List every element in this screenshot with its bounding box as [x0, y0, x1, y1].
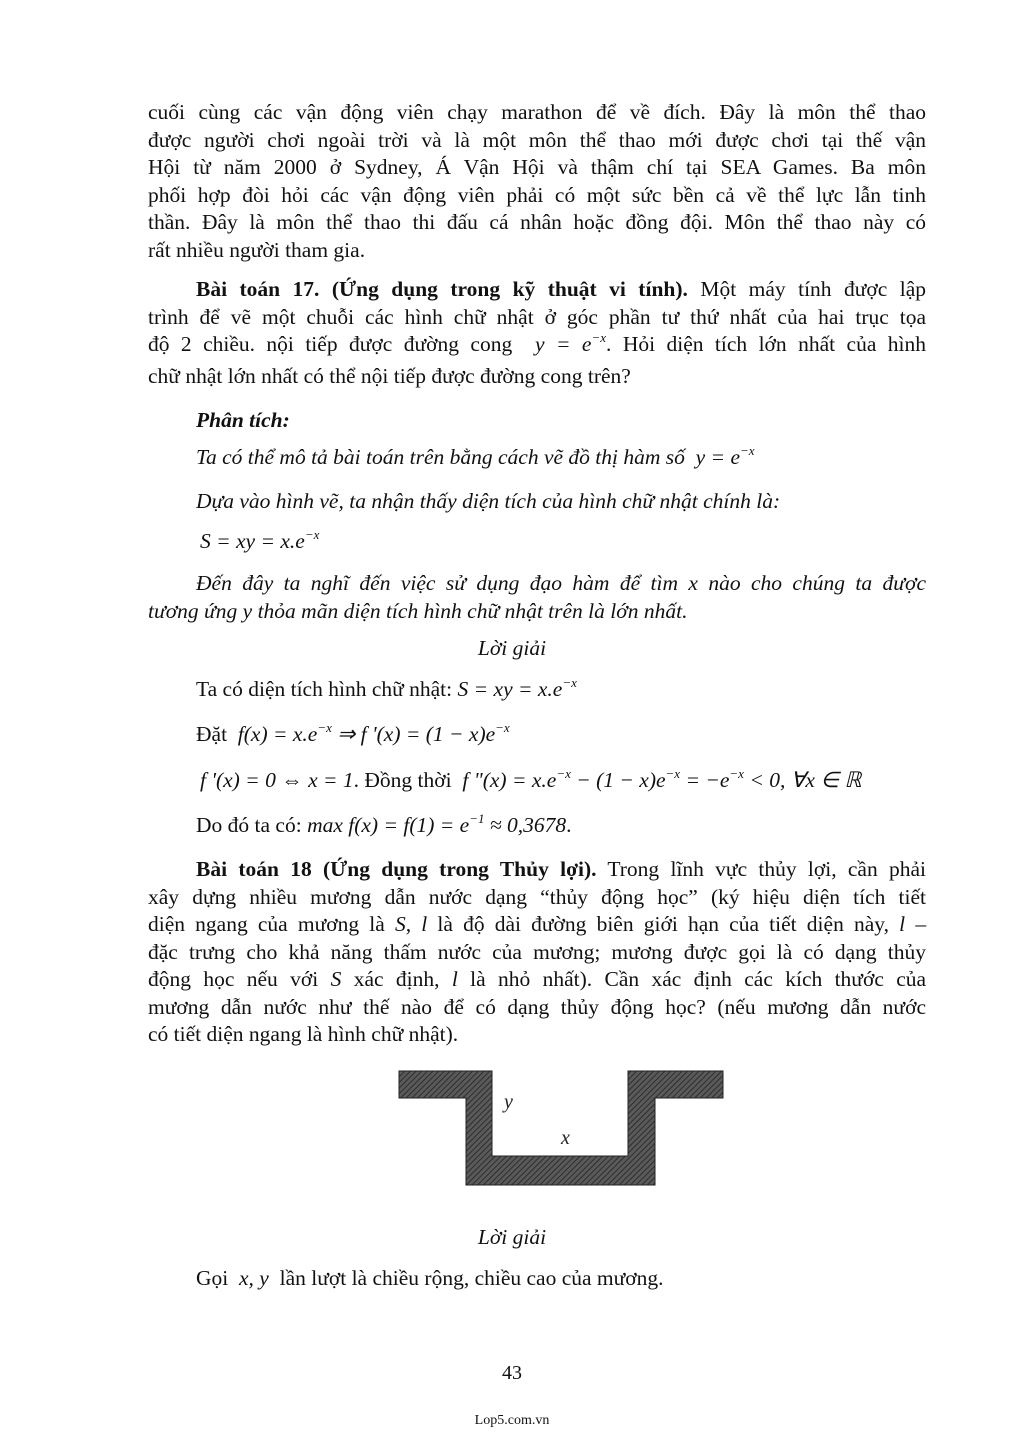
formula: [535, 332, 606, 356]
text-line: xây dựng nhiều mương dẫn nước dạng “thủy động học” (ký hiệu diện tích tiết: [148, 884, 926, 909]
text-span: . Hỏi diện tích lớn nhất của hình: [606, 332, 927, 356]
text-line: phối hợp đòi hỏi các vận động viên phải có một sức bền cả về thể lực lẫn tinh: [148, 182, 926, 207]
text-span: Do đó ta có:: [196, 813, 302, 837]
text-span: xác định,: [353, 967, 440, 991]
formula-exponent: −x: [739, 443, 755, 458]
formula-base: y = e: [695, 445, 740, 469]
formula-exponent: −x: [729, 766, 744, 781]
analysis-line-2: [196, 487, 780, 515]
text-span: . Đồng thời: [353, 768, 452, 792]
text-span: S, l: [394, 912, 428, 936]
solution-line-4: [196, 811, 572, 839]
analysis-heading-text: Phân tích:: [196, 408, 290, 432]
problem-18: [148, 856, 926, 1049]
formula-part: max f(x) = f(1) = e: [307, 813, 470, 837]
figure-label-y: y: [504, 1091, 513, 1113]
problem-18-line-1: [148, 856, 926, 884]
text-span: .: [566, 813, 572, 837]
formula-base: S = xy = x.e: [457, 677, 563, 701]
problem-17-title: Bài toán 17. (Ứng dụng trong kỹ thuật vi tính).: [196, 277, 688, 301]
analysis-line-3: [200, 527, 319, 555]
text-span: tương ứng y thỏa mãn diện tích hình chữ nhật trên là lớn nhất.: [148, 598, 688, 623]
formula-part: < 0, ∀x ∈ ℝ: [743, 768, 862, 792]
formula-exponent: −x: [304, 527, 320, 542]
text-span: động học nếu với: [148, 967, 319, 991]
formula-exponent: −1: [469, 811, 485, 826]
text-line: được người chơi ngoài trời và là một môn thể thao mới được chơi tại thế vận: [148, 127, 926, 152]
problem-18-title: Bài toán 18 (Ứng dụng trong Thủy lợi).: [196, 857, 597, 881]
text-span: Gọi: [196, 1266, 229, 1290]
formula-part: ≈ 0,3678: [484, 813, 567, 837]
text-span: Đặt: [196, 722, 228, 746]
formula: [200, 768, 354, 792]
page-number: 43: [502, 1362, 522, 1384]
formula-exponent: −x: [317, 720, 332, 735]
formula-part: ⇒ f '(x) = (1 − x)e: [331, 722, 496, 746]
text-span: Ta có diện tích hình chữ nhật:: [196, 677, 453, 701]
text-line: đặc trưng cho khả năng thấm nước của mương; mương được gọi là có dạng thủy: [148, 939, 926, 964]
text-line: có tiết diện ngang là hình chữ nhật).: [148, 1022, 459, 1046]
formula: [238, 722, 510, 746]
text-span: Đến đây ta nghĩ đến việc sử dụng đạo hàm để tìm x nào cho chúng ta được: [196, 571, 926, 595]
text-line: chữ nhật lớn nhất có thể nội tiếp được đường cong trên?: [148, 363, 631, 388]
formula-exponent: −x: [556, 766, 571, 781]
formula: [200, 529, 319, 553]
text-span: l: [451, 967, 458, 991]
text-span: diện ngang của mương là: [148, 912, 385, 936]
text-line: Một máy tính được lập: [700, 277, 927, 301]
solution-line-2: [196, 720, 510, 748]
text-line: mương dẫn nước như thế nào để có dạng thủy động học? (nếu mương dẫn nước: [148, 994, 926, 1019]
text-line: rất nhiều người tham gia.: [148, 237, 366, 262]
formula-part: f(x) = x.e: [237, 722, 318, 746]
text-span: l: [899, 912, 906, 936]
figure-label-x: x: [561, 1127, 570, 1149]
formula: [462, 768, 861, 792]
text-span: là độ dài đường biên giới hạn của tiết diện này,: [437, 912, 889, 936]
text-span: độ 2 chiều. nội tiếp được đường cong: [148, 332, 513, 356]
formula-exponent: −x: [562, 675, 577, 690]
formula: [696, 445, 755, 469]
problem-17-line-3: [148, 331, 926, 359]
problem-18-line-5: [148, 966, 926, 994]
text-line: [148, 598, 926, 626]
text-line: thần. Đây là môn thể thao thi đấu cá nhân hoặc đồng đội. Môn thể thao này có: [148, 210, 926, 234]
analysis-paragraph: [148, 570, 926, 625]
formula-exponent: −x: [495, 720, 510, 735]
text-line: cuối cùng các vận động viên chạy marathon để về đích. Đây là môn thể thao: [148, 100, 926, 124]
formula: [458, 677, 577, 701]
formula-part: f '(x) = 0 ⇔ x = 1: [200, 768, 354, 792]
text-span: là nhỏ nhất). Cần xác định các kích thước của: [470, 967, 927, 991]
formula-exponent: −x: [665, 766, 681, 781]
footer-text: Lop5.com.vn: [474, 1413, 550, 1428]
analysis-heading: [196, 406, 290, 434]
problem-17-line-1: [148, 276, 926, 304]
solution-line-1: [196, 675, 577, 703]
analysis-line-1: [196, 443, 755, 471]
solution-2-line-1: [196, 1264, 664, 1292]
solution-heading: Lời giải: [477, 636, 547, 660]
text-line: Hội từ năm 2000 ở Sydney, Á Vận Hội và thậm chí tại SEA Games. Ba môn: [148, 155, 926, 179]
problem-17: [148, 276, 926, 390]
solution-line-3: [200, 766, 861, 794]
text-span: S: [330, 967, 342, 991]
intro-paragraph: [148, 99, 926, 264]
text-span: Ta có thể mô tả bài toán trên bằng cách vẽ đồ thị hàm số: [196, 445, 685, 469]
text-line: trình để vẽ một chuỗi các hình chữ nhật ở góc phần tư thứ nhất của hai trục tọa: [148, 304, 926, 329]
formula-base: y = e: [535, 332, 592, 356]
text-span: Dựa vào hình vẽ, ta nhận thấy diện tích của hình chữ nhật chính là:: [196, 489, 781, 513]
solution-heading-2: Lời giải: [477, 1225, 547, 1249]
text-span: –: [915, 912, 927, 936]
formula-part: f "(x) = x.e: [462, 768, 557, 792]
formula-part: = −e: [680, 768, 730, 792]
formula: x, y: [239, 1266, 269, 1290]
formula-part: − (1 − x)e: [570, 768, 666, 792]
formula-base: S = xy = x.e: [200, 529, 305, 553]
formula: [307, 813, 566, 837]
text-span: Trong lĩnh vực thủy lợi, cần phải: [607, 857, 926, 881]
problem-18-line-3: [148, 911, 926, 939]
formula-exponent: −x: [591, 330, 607, 345]
channel-cross-section-figure: [396, 1068, 726, 1190]
text-span: lần lượt là chiều rộng, chiều cao của mương.: [279, 1266, 664, 1290]
text-line: [148, 570, 926, 598]
